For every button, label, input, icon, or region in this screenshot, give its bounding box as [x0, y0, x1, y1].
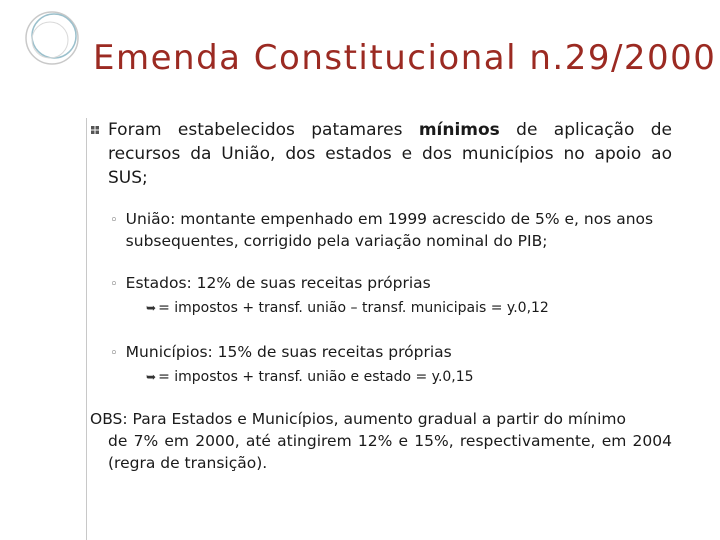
arrow-bullet-icon: ➥ — [146, 301, 157, 315]
bullet-square-icon — [90, 125, 100, 135]
sub-item-municipios-detail — [146, 367, 474, 387]
circle-bullet-icon: ◦ — [110, 277, 118, 292]
sub-item-municipios — [110, 341, 452, 365]
decorative-rings-icon — [22, 8, 82, 68]
sub-item-text: Estados: 12% de suas receitas próprias — [125, 274, 431, 292]
vertical-divider — [86, 118, 87, 540]
obs-line1: OBS: Para Estados e Municípios, aumento gradual a partir do mínimo — [90, 410, 626, 428]
sub-item-estados — [110, 272, 431, 296]
obs-rest: de 7% em 2000, até atingirem 12% e 15%, respectivamente, em 2004 (regra de transição). — [108, 432, 672, 472]
detail-text: = impostos + transf. união e estado = y.0,15 — [158, 369, 474, 385]
sub-item-estados-detail — [146, 298, 549, 318]
main-bullet — [108, 118, 672, 190]
main-bullet-text-start: Foram estabelecidos patamares — [108, 120, 419, 140]
sub-item-text: Municípios: 15% de suas receitas próprias — [125, 343, 452, 361]
sub-item-uniao — [110, 208, 676, 252]
slide-title: Emenda Constitucional n.29/2000 — [93, 38, 717, 78]
main-bullet-text-end: de aplicação de recursos da União, dos estados e dos municípios no apoio ao SUS; — [108, 120, 672, 188]
circle-bullet-icon: ◦ — [110, 346, 118, 361]
circle-bullet-icon: ◦ — [110, 213, 118, 228]
main-bullet-bold-word: mínimos — [418, 120, 500, 140]
arrow-bullet-icon: ➥ — [146, 370, 157, 384]
obs-note — [90, 408, 672, 474]
detail-text: = impostos + transf. união – transf. municipais = y.0,12 — [158, 300, 549, 316]
sub-item-text: União: montante empenhado em 1999 acrescido de 5% e, nos anos subsequentes, corrigido pela variação nominal do PIB; — [125, 210, 654, 250]
